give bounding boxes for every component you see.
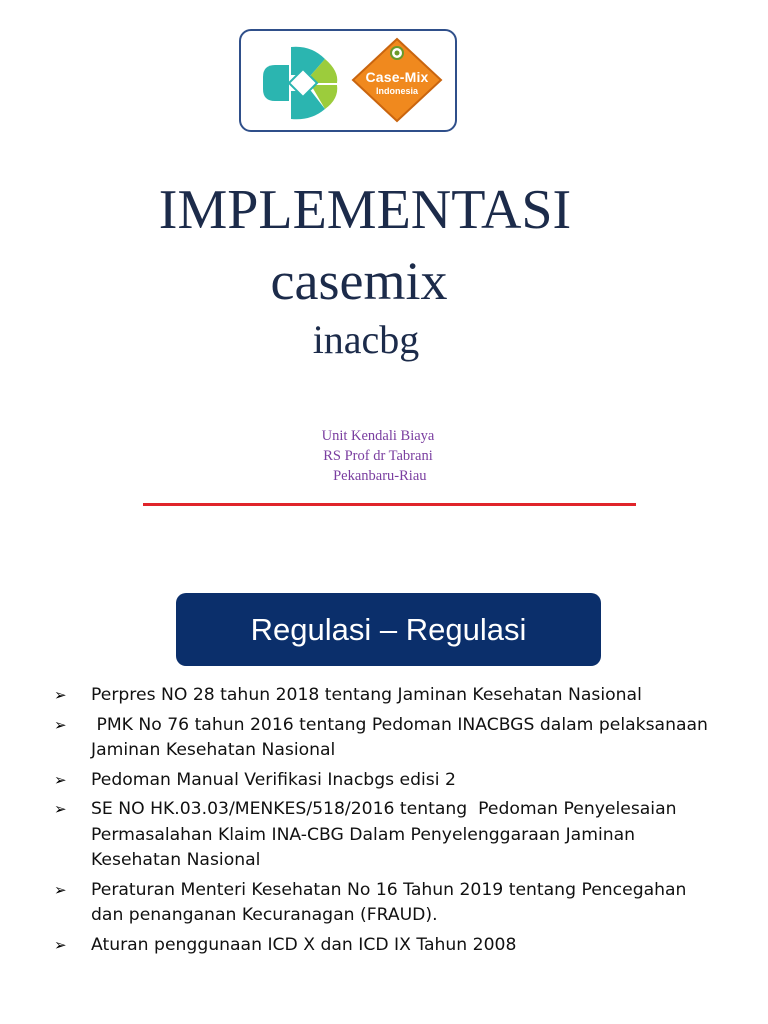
regulation-list [54, 683, 724, 962]
unit-info [0, 426, 756, 486]
list-item-text: Pedoman Manual Verifikasi Inacbgs edisi 2 [91, 769, 456, 790]
arrow-bullet-icon: ➢ [54, 935, 67, 954]
list-item-text: Peraturan Menteri Kesehatan No 16 Tahun 2019 tentang Pencegahan dan penanganan Kecuranagan (FRAUD). [91, 879, 687, 925]
arrow-bullet-icon: ➢ [54, 686, 67, 704]
section-banner: Regulasi – Regulasi [176, 593, 601, 666]
casemix-logo-title: Case-Mix [365, 69, 429, 85]
list-item [54, 878, 724, 929]
title-line-1: IMPLEMENTASI [158, 179, 572, 241]
list-item [54, 713, 724, 764]
list-item-text: Aturan penggunaan ICD X dan ICD IX Tahun 2008 [91, 934, 517, 955]
list-item [54, 933, 724, 959]
logo-box [239, 29, 457, 132]
arrow-bullet-icon: ➢ [54, 800, 67, 818]
title-line-2: casemix [270, 251, 448, 311]
list-item-text: PMK No 76 tahun 2016 tentang Pedoman INACBGS dalam pelaksanaan Jaminan Kesehatan Nasional [91, 714, 714, 760]
unit-line-1: Unit Kendali Biaya [321, 428, 435, 444]
list-item [54, 797, 724, 874]
unit-line-3: Pekanbaru-Riau [329, 468, 427, 484]
arrow-bullet-icon: ➢ [54, 715, 67, 734]
unit-line-2: RS Prof dr Tabrani [323, 448, 433, 464]
kemenkes-logo-icon [259, 43, 343, 123]
list-item [54, 768, 724, 794]
divider-line [143, 503, 636, 506]
arrow-bullet-icon: ➢ [54, 880, 67, 899]
list-item-text: Perpres NO 28 tahun 2018 tentang Jaminan Kesehatan Nasional [91, 685, 642, 705]
casemix-logo [351, 37, 443, 123]
title-line-3: inacbg [312, 317, 420, 362]
arrow-bullet-icon: ➢ [54, 770, 67, 789]
list-item-text: SE NO HK.03.03/MENKES/518/2016 tentang Pedoman Penyelesaian Permasalahan Klaim INA-CBG Dalam Penyelenggaraan Jaminan Kesehatan Nasional [91, 799, 682, 870]
list-item [54, 683, 724, 709]
casemix-logo-subtitle: Indonesia [375, 86, 418, 96]
